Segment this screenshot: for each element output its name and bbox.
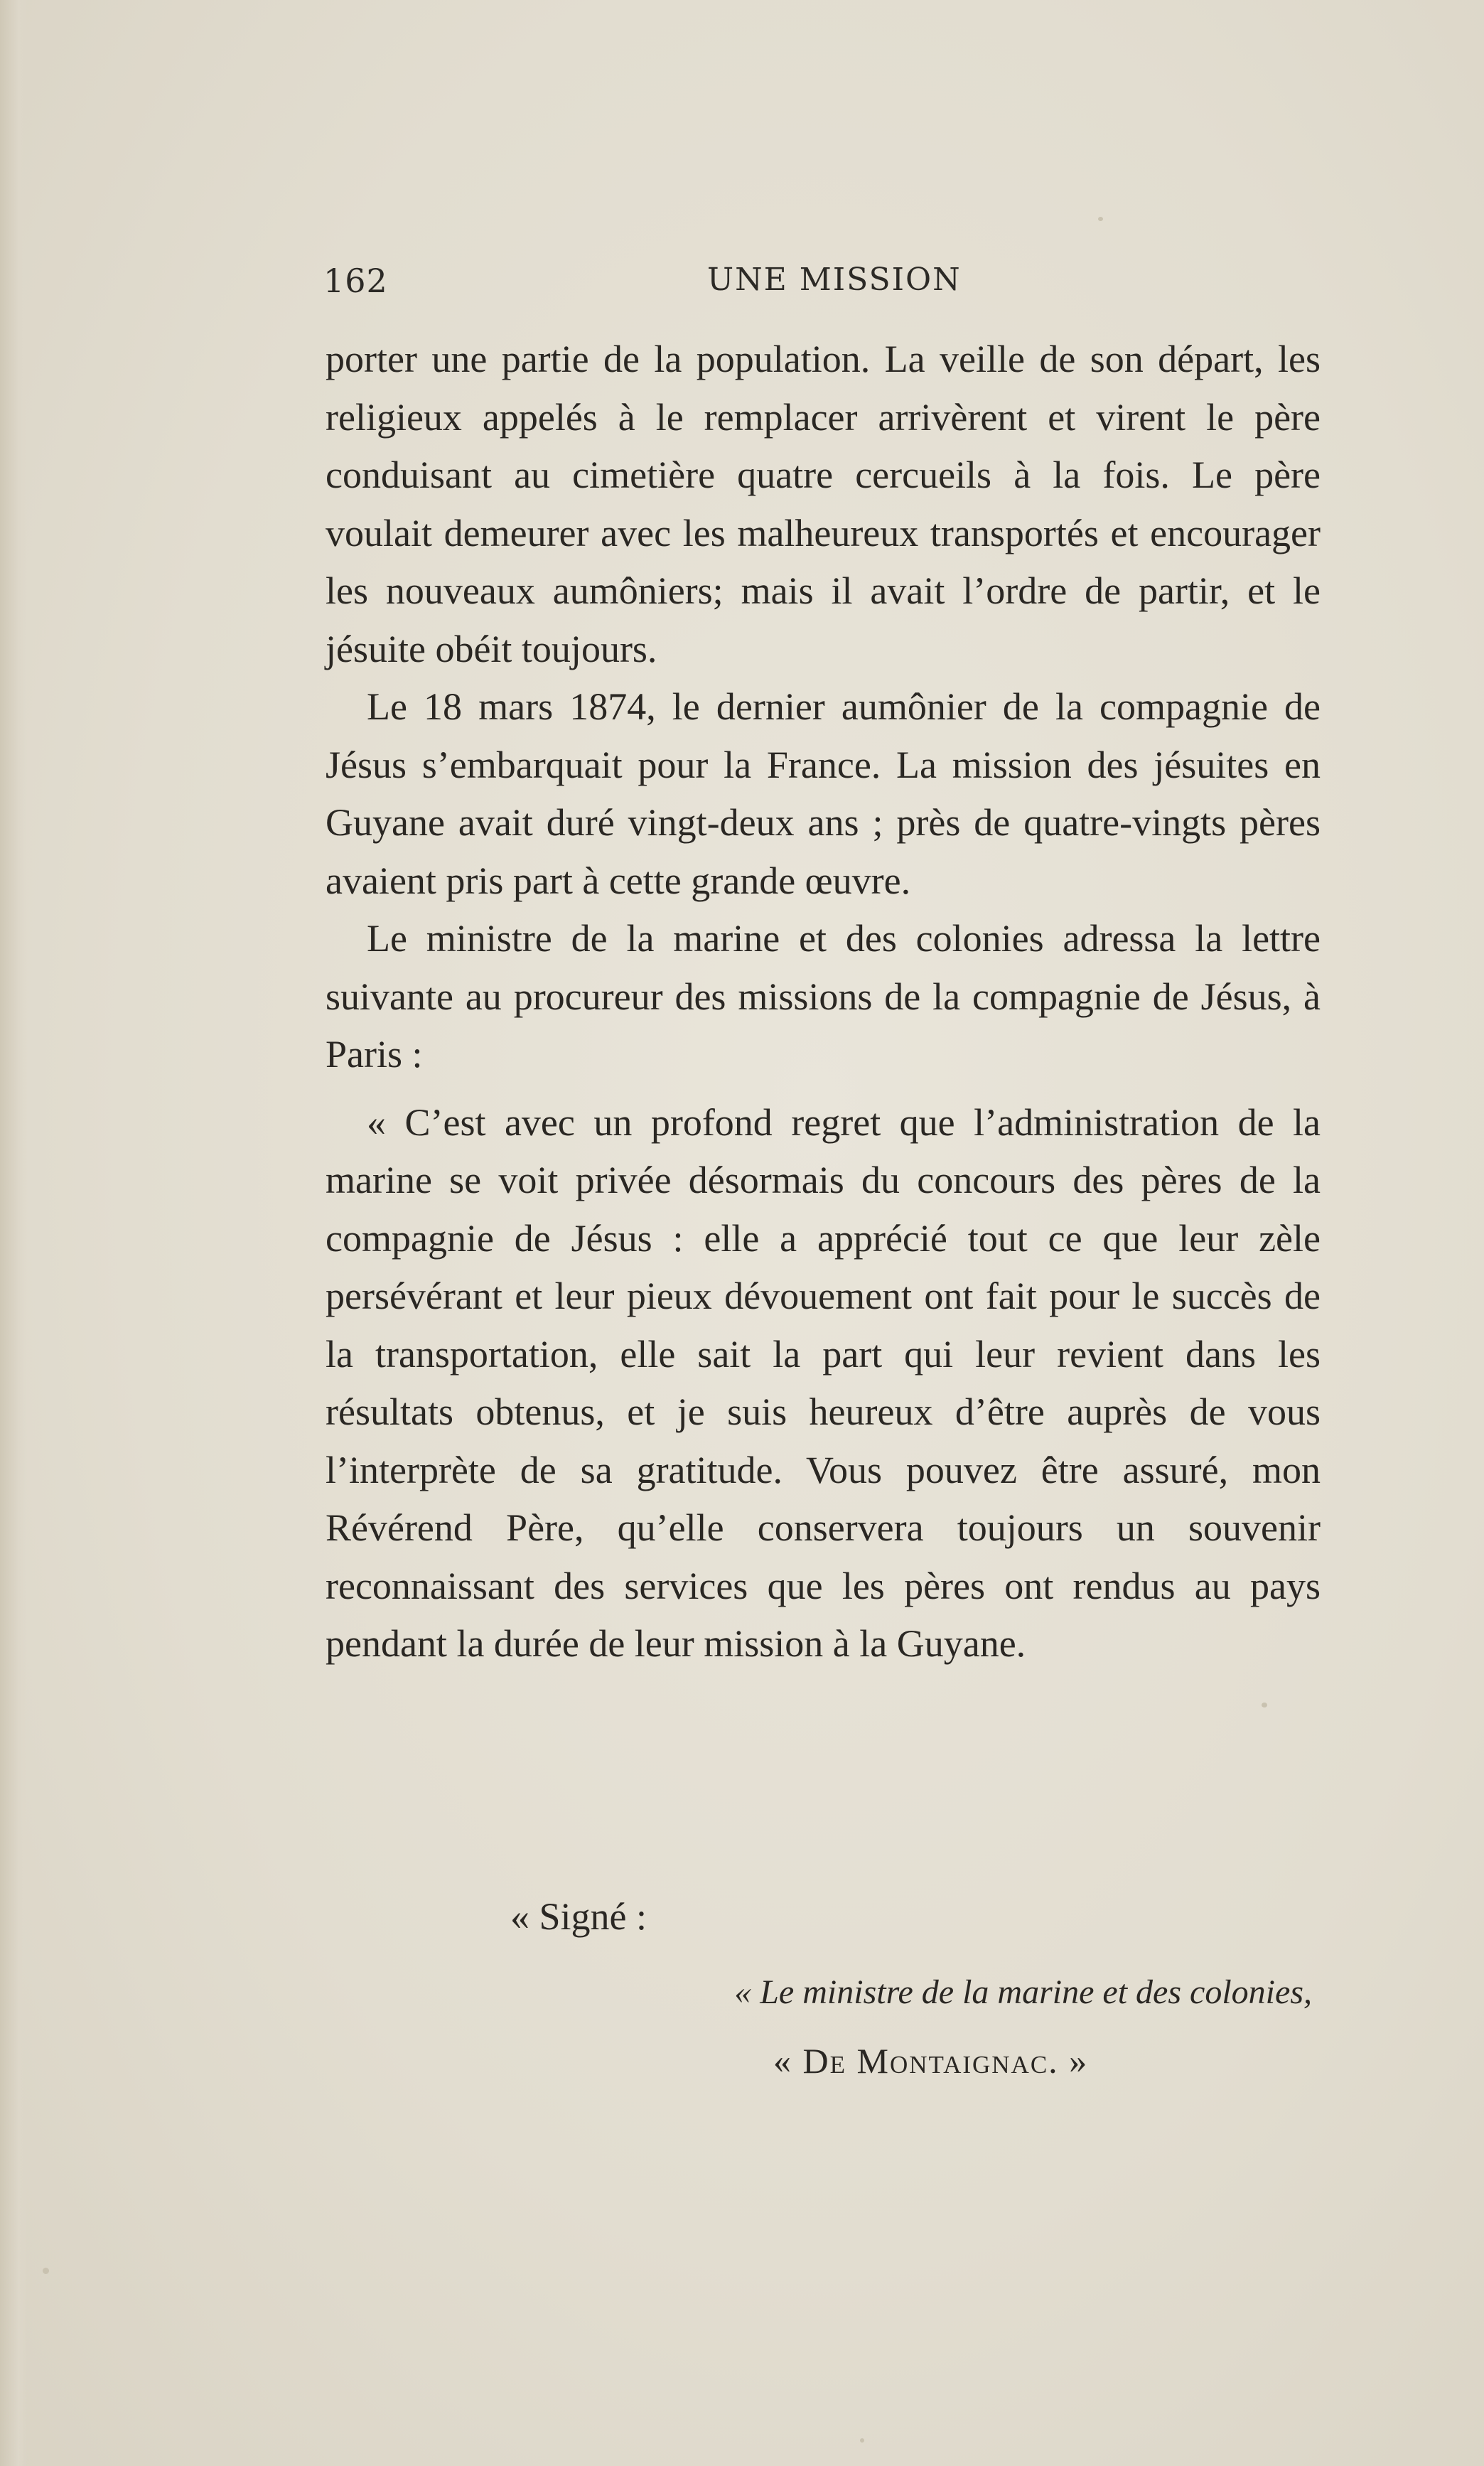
paper-speck <box>1262 1703 1267 1708</box>
page-edge-shadow <box>0 0 27 2466</box>
running-head: UNE MISSION <box>707 262 962 298</box>
signed-label: « Signé : <box>510 1895 647 1938</box>
paragraph-letter-quote: « C’est avec un profond regret que l’administration de la marine se voit privée désormais du concours des pères de la compagnie de Jésus : elle a apprécié tout ce que leur zèle persévérant et leur pieux dévouement ont fait pour le succès de la transportation, elle sait la part qui leur revient dans les résultats obtenus, et je suis heureux d’être auprès de vous l’interprète de sa gratitude. Vous pouvez être assuré, mon Révérend Père, qu’elle conservera toujours un souvenir reconnaissant des services que les pères ont rendus au pays pendant la durée de leur mission à la Guyane. <box>326 1100 1321 1665</box>
paper-speck <box>43 2268 49 2274</box>
paragraph-minister-letter-intro: Le ministre de la marine et des colonies adressa la lettre suivante au procureur des missions de la compagnie de Jésus, à Paris : <box>326 917 1321 1076</box>
signatory-name: « De Montaignac. » <box>773 2041 1089 2081</box>
page-header <box>323 262 1318 311</box>
paragraph-continuation: porter une partie de la population. La veille de son départ, les religieux appelés à le remplacer arrivèrent et virent le père conduisant au cimetière quatre cercueils à la fois. Le père voulait demeurer avec les malheureux transportés et encourager les nouveaux aumôniers; mais il avait l’ordre de partir, et le jésuite obéit toujours. <box>326 338 1321 670</box>
body-text <box>326 331 1321 1673</box>
paragraph-departure: Le 18 mars 1874, le dernier aumônier de la compagnie de Jésus s’embarquait pour la France. La mission des jésuites en Guyane avait duré vingt-deux ans ; près de quatre-vingts pères avaient pris part à cette grande œuvre. <box>326 685 1321 902</box>
paper-speck <box>1098 217 1103 221</box>
minister-title: « Le ministre de la marine et des colonies, <box>734 1973 1312 2011</box>
page-number: 162 <box>323 262 388 300</box>
paper-speck <box>860 2438 864 2443</box>
